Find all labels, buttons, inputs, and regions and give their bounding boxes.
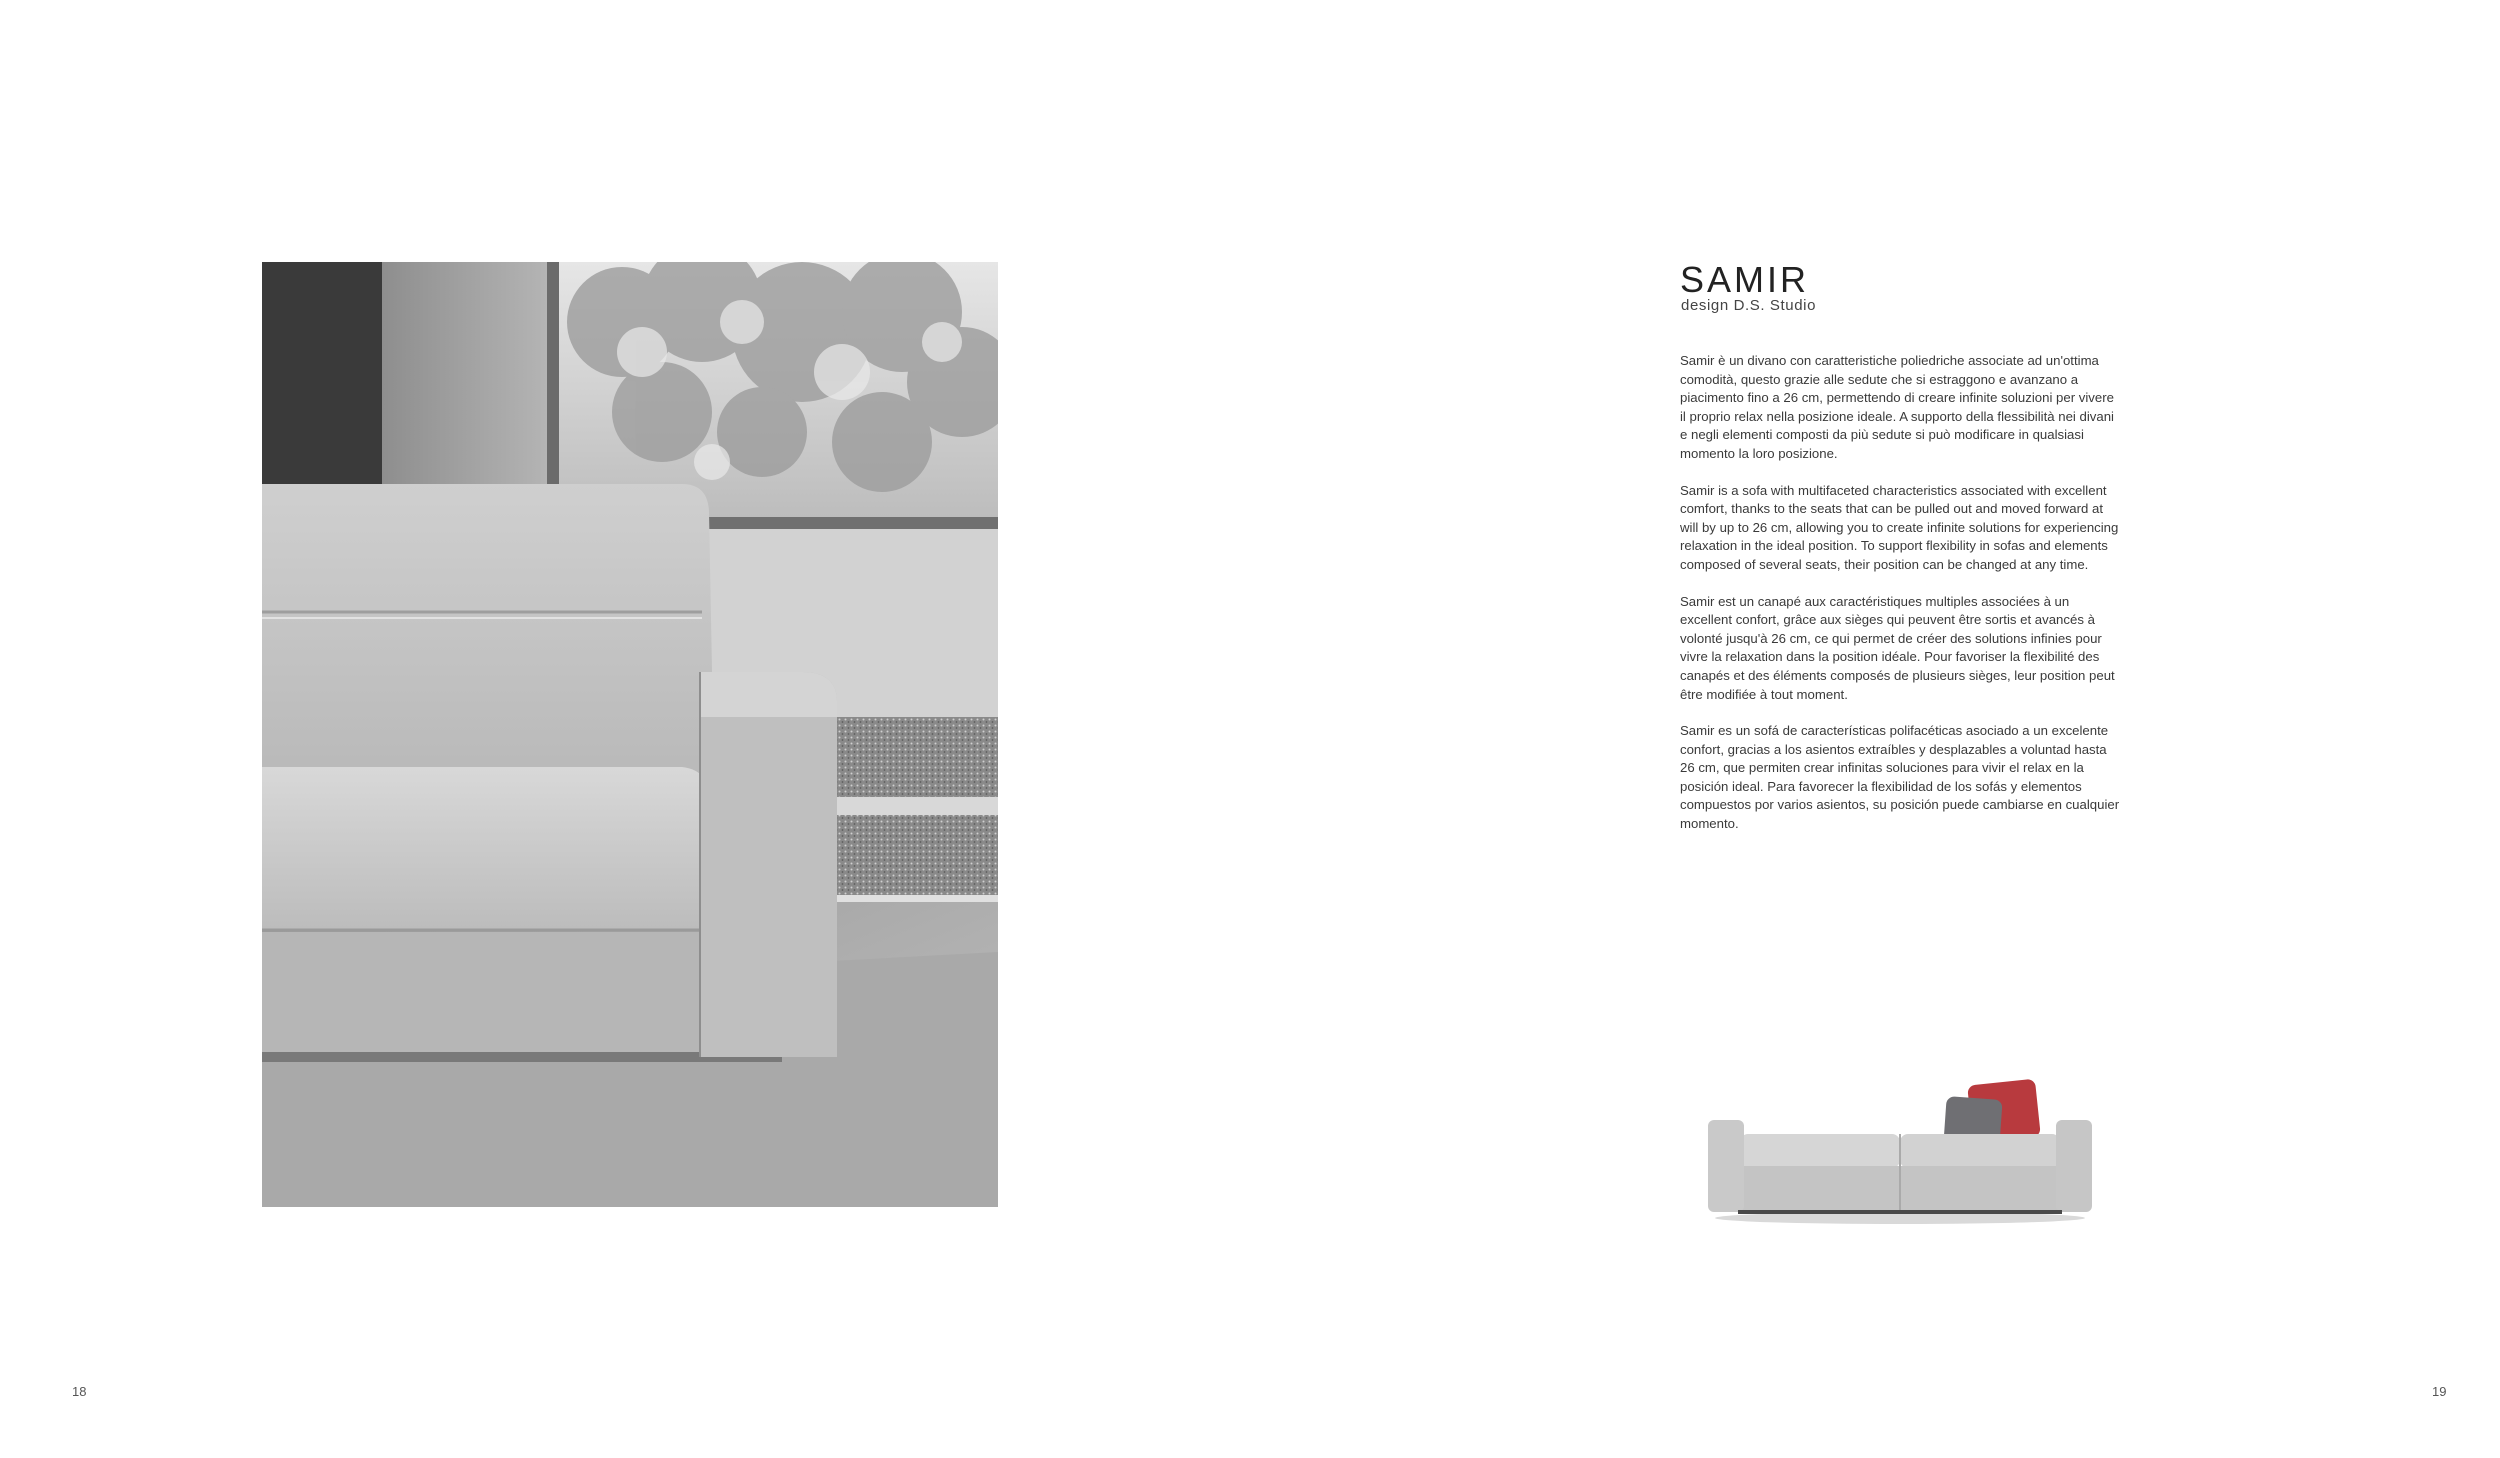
page-number-right: 19 [2432,1384,2447,1399]
description-french: Samir est un canapé aux caractéristiques multiples associées à un excellent confort, grâce aux sièges qui peuvent être sortis et avancés à volonté jusqu'à 26 cm, ce qui permet de créer des solutions infinies pour vivre la relaxation dans la position idéale. Pour favoriser la flexibilité des canapés et des éléments composés de plusieurs sièges, leur position peut être modifiée à tout moment. [1680,593,2115,702]
sofa-closeup-photo [262,262,998,1207]
description-english: Samir is a sofa with multifaceted characteristics associated with excellent comfort, thanks to the seats that can be pulled out and moved forward at will by up to 26 cm, allowing you to create infinite solutions for experiencing relaxation in the ideal position. To support flexibility in sofas and elements composed of several seats, their position can be changed at any time. [1680,482,2119,572]
product-designer: design D.S. Studio [1681,297,1817,314]
description-spanish: Samir es un sofá de características polifacéticas asociado a un excelente confort, gracias a los asientos extraíbles y desplazables a voluntad hasta 26 cm, que permiten crear infinitas soluciones para vivir el relax en la posición ideal. Para favorecer la flexibilidad de los sofás y elementos compuestos por varios asientos, su posición puede cambiarse en cualquier momento. [1680,723,2120,832]
product-description [1680,352,2120,852]
description-italian: Samir è un divano con caratteristiche poliedriche associate ad un'ottima comodità, questo grazie alle sedute che si estraggono e avanzano a piacimento fino a 26 cm, permettendo di creare infinite soluzioni per vivere il proprio relax nella posizione ideale. A supporto della flessibilità nei divani e negli elementi composti da più sedute si può modificare in qualsiasi momento la loro posizione. [1680,353,2114,461]
page-number-left: 18 [72,1384,87,1399]
sofa-product-photo [1700,1070,2100,1230]
product-title: SAMIR [1680,259,1810,300]
